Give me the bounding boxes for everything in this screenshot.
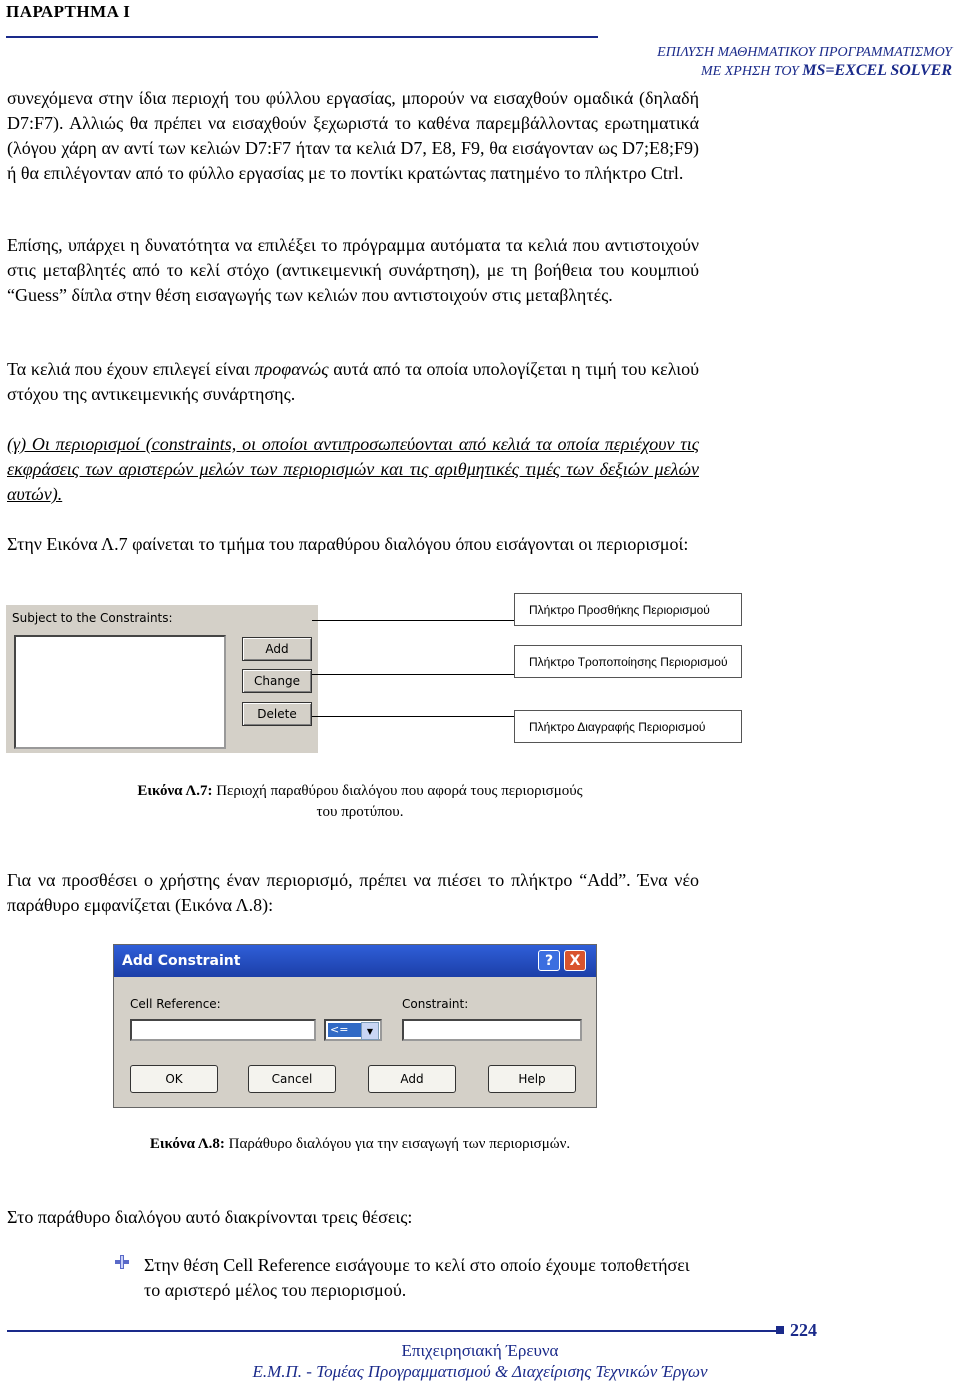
paragraph-2: Επίσης, υπάρχει η δυνατότητα να επιλέξει το πρόγραμμα αυτόματα τα κελιά που αντιστοιχούν στις μεταβλητές από το κελί στόχο (αντικειμενική συνάρτηση), με τη βοήθεια του κουμπιού “Guess” δίπλα στην θέση εισαγωγής των κελιών που αντιστοιχούν στις μεταβλητές. (7, 235, 699, 305)
constraint-input[interactable] (402, 1019, 582, 1041)
chevron-down-icon[interactable]: ▼ (361, 1022, 379, 1040)
delete-button[interactable]: Delete (242, 702, 312, 726)
add-button[interactable]: Add (242, 637, 312, 661)
footer-marker (776, 1326, 784, 1334)
constraints-panel (6, 605, 318, 753)
bullet-item-cell-reference: Στην θέση Cell Reference εισάγουμε το κελί στο οποίο έχουμε τοποθετήσει το αριστερό μέλος του περιορισμού. (144, 1255, 690, 1300)
paragraph-5: Στην Εικόνα Λ.7 φαίνεται το τμήμα του παραθύρου διαλόγου όπου εισάγονται οι περιορισμοί: (7, 534, 689, 554)
paragraph-6: Για να προσθέσει ο χρήστης έναν περιορισμό, πρέπει να πιέσει το πλήκτρο “Add”. Ένα νέο παράθυρο εμφανίζεται (Εικόνα Λ.8): (7, 870, 699, 915)
header-book-title-line2: ΜΕ ΧΡΗΣΗ ΤΟΥ MS=EXCEL SOLVER (701, 62, 952, 79)
bullet-icon (114, 1254, 130, 1270)
footer-rule (7, 1330, 777, 1332)
cell-reference-input[interactable] (130, 1019, 316, 1041)
constraints-label: Subject to the Constraints: (12, 611, 173, 625)
callout-add: Πλήκτρο Προσθήκης Περιορισμού (514, 593, 742, 626)
callout-delete: Πλήκτρο Διαγραφής Περιορισμού (514, 710, 742, 743)
page-number: 224 (790, 1320, 817, 1340)
paragraph-1: συνεχόμενα στην ίδια περιοχή του φύλλου εργασίας, μπορούν να εισαχθούν ομαδικά (δηλαδή D7:F7). Αλλιώς θα πρέπει να εισαχθούν ξεχωριστά το καθένα παρεμβάλλοντας ερωτηματικά (λόγου χάρη αν αντί των κελιών D7:F7 ήταν τα κελιά D7, E8, F9, θα εισάγονταν ως D7;E8;F9) ή θα επιλέγονταν από το φύλλο εργασίας με το ποντίκι κρατώντας πατημένο το πλήκτρο Ctrl. (7, 88, 699, 183)
header-book-title-line1: ΕΠΙΛΥΣΗ ΜΑΘΗΜΑΤΙΚΟΥ ΠΡΟΓΡΑΜΜΑΤΙΣΜΟΥ (657, 45, 952, 60)
figure-8-caption: Εικόνα Λ.8: Παράθυρο διαλόγου για την εισαγωγή των περιορισμών. (149, 1136, 571, 1152)
callout-arrow-change (312, 674, 514, 675)
add-button[interactable]: Add (368, 1065, 456, 1093)
header-rule (6, 36, 598, 38)
change-button[interactable]: Change (242, 669, 312, 693)
figure-7-caption: Εικόνα Λ.7: Περιοχή παραθύρου διαλόγου που αφορά τους περιορισμούς του προτύπου. (137, 783, 583, 820)
constraint-label: Constraint: (402, 997, 469, 1011)
header-book-title (657, 44, 952, 81)
dialog-title: Add Constraint (122, 953, 241, 969)
footer-subtitle: Ε.Μ.Π. - Τομέας Προγραμματισμού & Διαχείρισης Τεχνικών Έργων (252, 1362, 708, 1381)
add-constraint-dialog (113, 944, 597, 1108)
dialog-titlebar (114, 945, 596, 977)
paragraph-3: Τα κελιά που έχουν επιλεγεί είναι προφανώς αυτά από τα οποία υπολογίζεται η τιμή του κελιού στόχου της αντικειμενικής συνάρτησης. (7, 359, 700, 404)
operator-select[interactable] (324, 1019, 382, 1041)
header-chapter-title: ΠΑΡΑΡΤΗΜΑ Ι (6, 2, 131, 21)
paragraph-7: Στο παράθυρο διαλόγου αυτό διακρίνονται τρεις θέσεις: (7, 1207, 413, 1227)
cell-reference-label: Cell Reference: (130, 997, 221, 1011)
callout-change: Πλήκτρο Τροποποίησης Περιορισμού (514, 645, 742, 678)
footer-title: Επιχειρησιακή Έρευνα (401, 1341, 559, 1360)
close-icon[interactable]: X (564, 950, 586, 971)
help-button[interactable]: Help (488, 1065, 576, 1093)
constraints-list[interactable] (14, 635, 226, 749)
callout-arrow-delete (312, 716, 514, 717)
paragraph-4: (γ) Οι περιορισμοί (constraints, οι οποίοι αντιπροσωπεύονται από κελιά τα οποία περιέχουν τις εκφράσεις των αριστερών μελών των περιορισμών και τις αριθμητικές τιμές των δεξιών μελών αυτών). (7, 434, 699, 504)
help-icon[interactable]: ? (538, 950, 560, 971)
callout-arrow-add (312, 620, 514, 621)
operator-value: <= (328, 1023, 362, 1037)
ok-button[interactable]: OK (130, 1065, 218, 1093)
cancel-button[interactable]: Cancel (248, 1065, 336, 1093)
